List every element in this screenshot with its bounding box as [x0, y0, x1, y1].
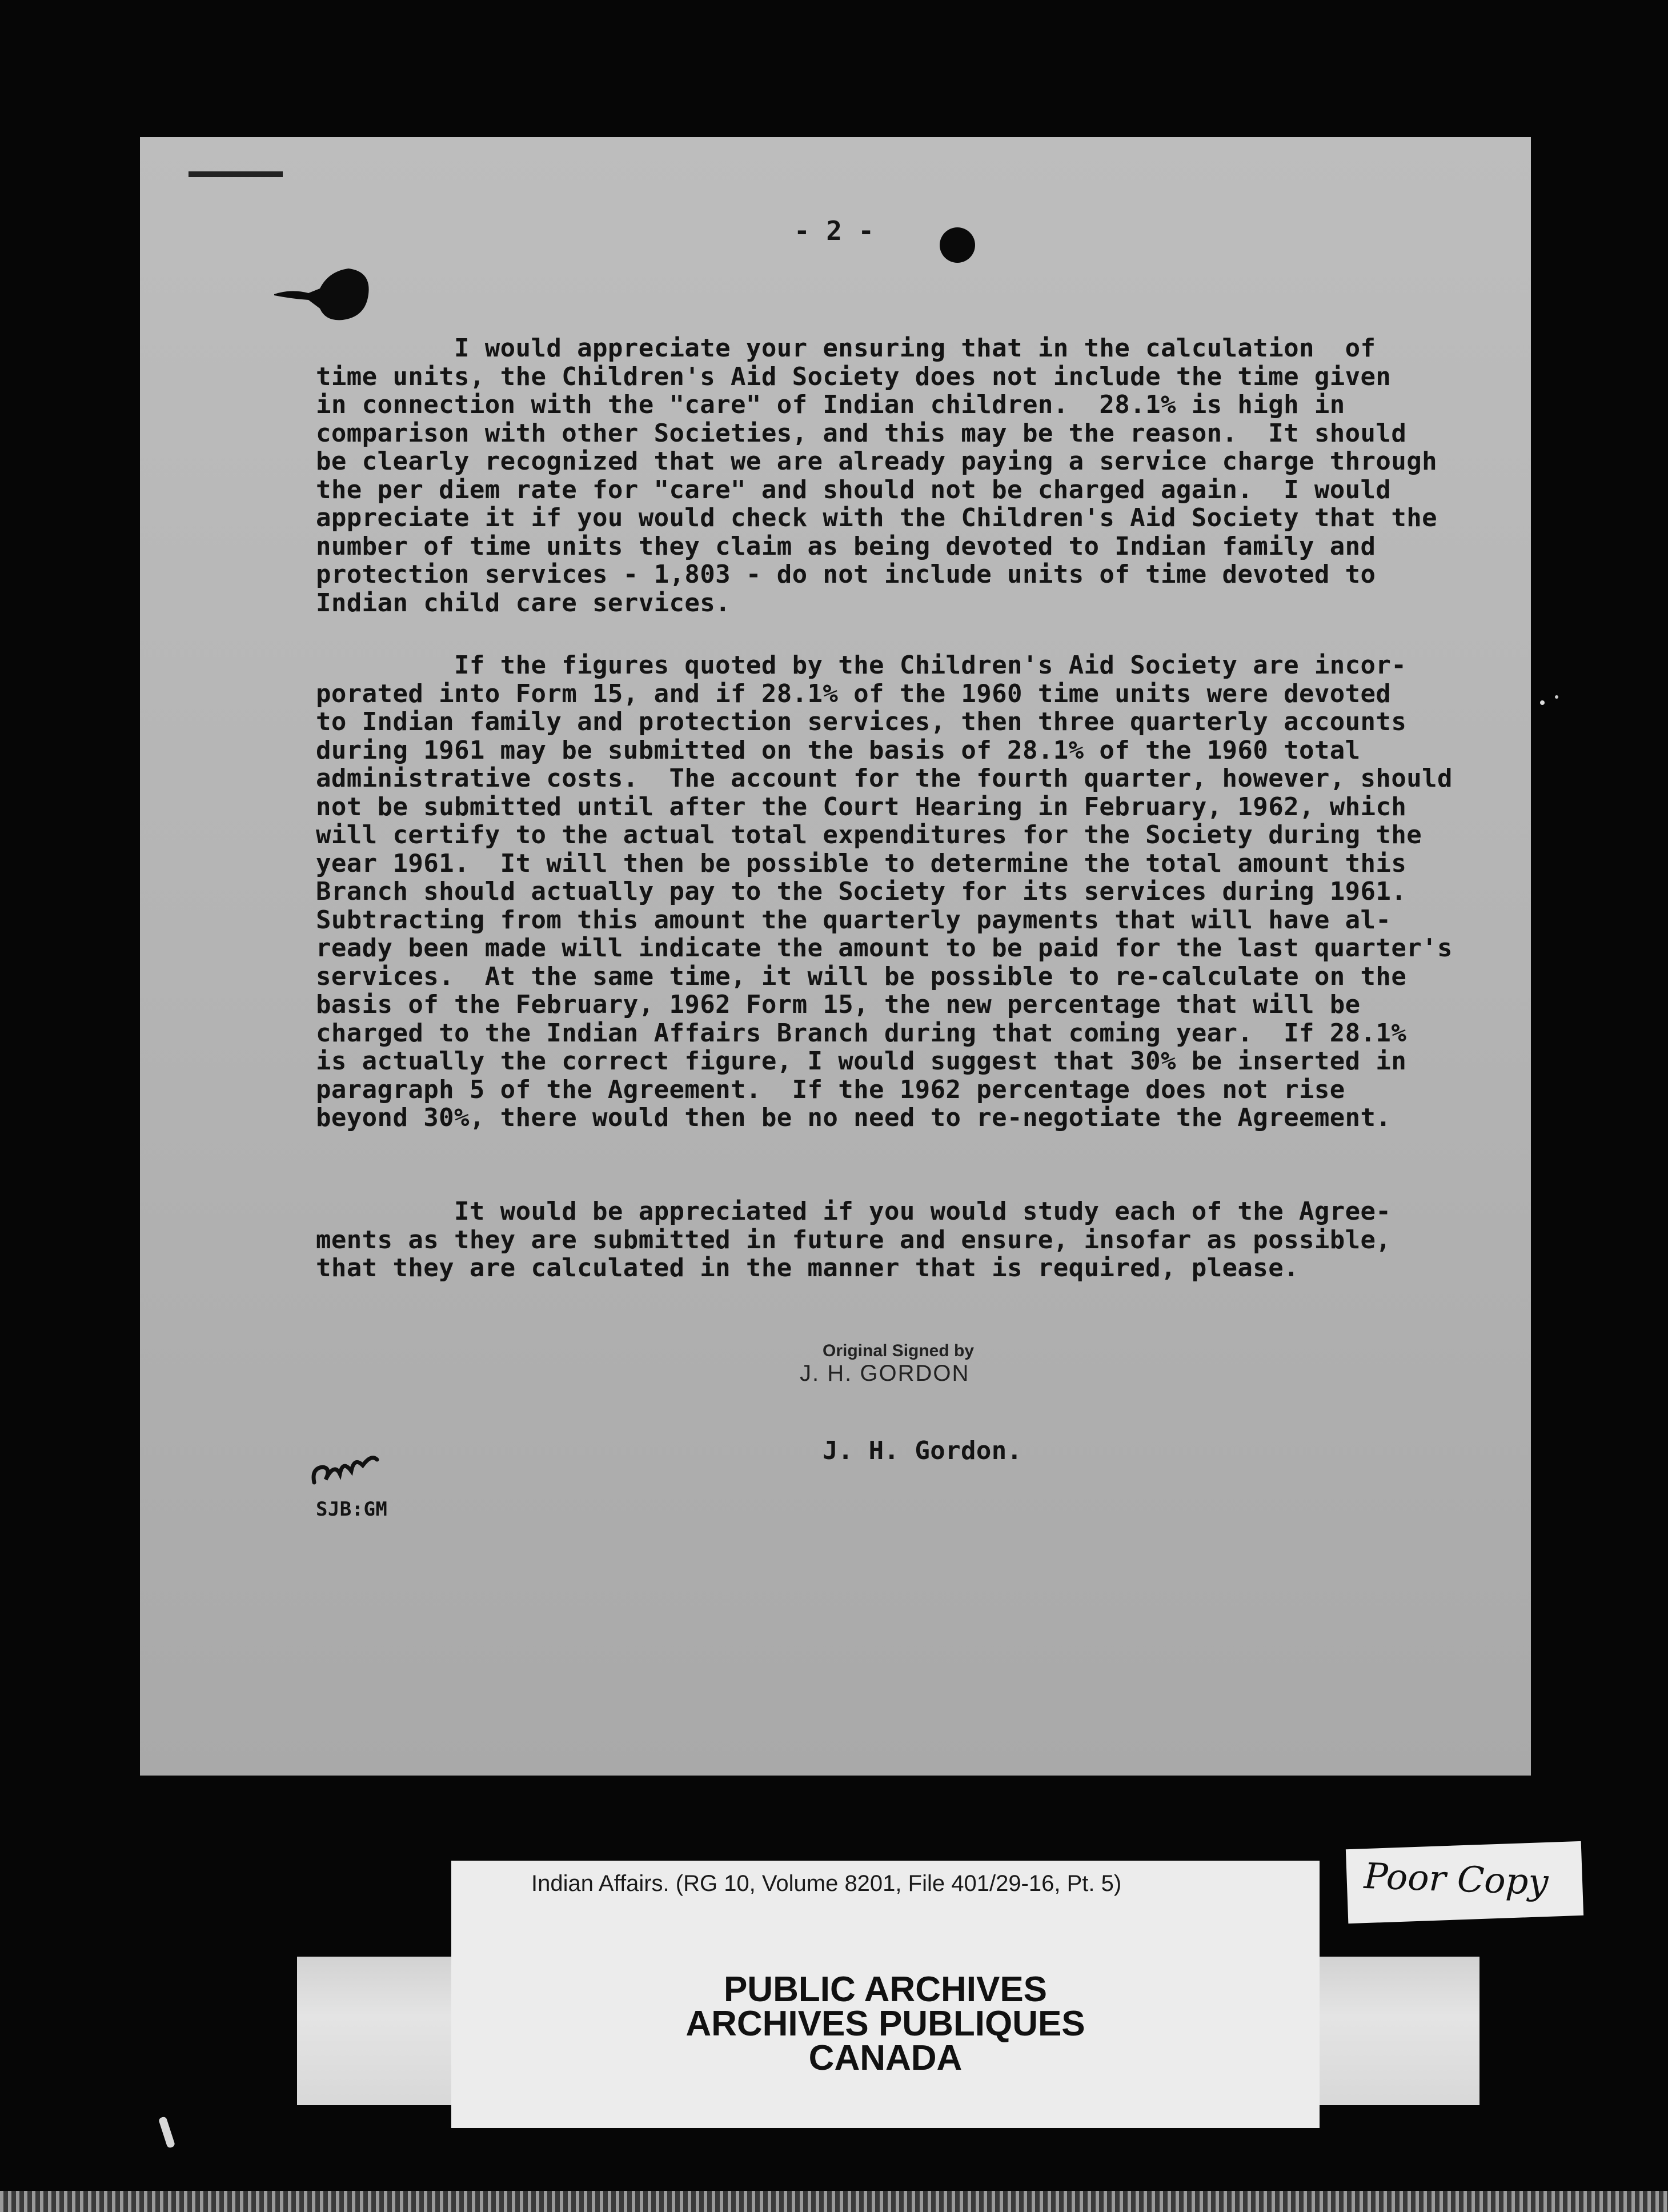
- archive-stamp: [451, 1957, 1320, 2128]
- archive-line-2: ARCHIVES PUBLIQUES: [685, 2004, 1085, 2043]
- typist-initials: SJB:GM: [316, 1498, 388, 1521]
- archive-stamp-text: [451, 1970, 1320, 2078]
- paragraph-2: If the figures quoted by the Children's Aid Society are incor- porated into Form 15, and if 28.1% of the 1960 time units were devoted to Indian family and protection services, then three quarterly accounts during 1961 may be submitted on the basis of 28.1% of the 1960 total administrative costs. The account for the fourth quarter, however, should not be submitted until after the Court Hearing in February, 1962, which will certify to the actual total expenditures for the Society during the year 1961. It will then be possible to determine the total amount this Branch should actually pay to the Society for its services during 1961. Subtracting from this amount the quarterly payments that will have al- ready been made will indicate the amount to be paid for the last quarter's services. At the same time, it will be possible to re-calculate on the basis of the February, 1962 Form 15, the new percentage that will be charged to the Indian Affairs Branch during that coming year. If 28.1% is actually the correct figure, I would suggest that 30% be inserted in paragraph 5 of the Agreement. If the 1962 percentage does not rise beyond 30%, there would then be no need to re-negotiate the Agreement.: [316, 651, 1453, 1132]
- paragraph-3: It would be appreciated if you would study each of the Agree- ments as they are submitted in future and ensure, insofar as possible, that they are calculated in the manner that is required, please.: [316, 1197, 1392, 1283]
- handwritten-initials: [308, 1451, 383, 1491]
- archive-line-3: CANADA: [808, 2038, 963, 2078]
- film-speck: [1531, 686, 1577, 720]
- reference-text: Indian Affairs. (RG 10, Volume 8201, File 401/29-16, Pt. 5): [531, 1871, 1122, 1896]
- film-edge: [0, 2191, 1668, 2212]
- archive-line-1: PUBLIC ARCHIVES: [723, 1970, 1048, 2009]
- signature-stamp: [800, 1341, 974, 1386]
- film-speck-bottom: [158, 2116, 175, 2149]
- signature-stamp-line2: J. H. GORDON: [800, 1361, 970, 1386]
- corner-ink-mark: [189, 171, 283, 177]
- page-number: - 2 -: [794, 215, 875, 246]
- poor-copy-note: [1346, 1841, 1583, 1924]
- paragraph-1: I would appreciate your ensuring that in the calculation of time units, the Children's Aid Society does not include the time given in connection with the "care" of Indian children. 28.1% is high in comparison with other Societies, and this may be the reason. It should be clearly recognized that we are already paying a service charge through the per diem rate for "care" and should not be charged again. I would appreciate it if you would check with the Children's Aid Society that the number of time units they claim as being devoted to Indian family and protection services - 1,803 - do not include units of time devoted to Indian child care services.: [316, 334, 1437, 618]
- poor-copy-text: Poor Copy: [1363, 1854, 1549, 1904]
- ink-splatter: [274, 260, 374, 323]
- ink-blot: [940, 227, 975, 263]
- signature-stamp-line1: Original Signed by: [823, 1341, 975, 1360]
- typed-signature: J. H. Gordon.: [823, 1436, 1023, 1465]
